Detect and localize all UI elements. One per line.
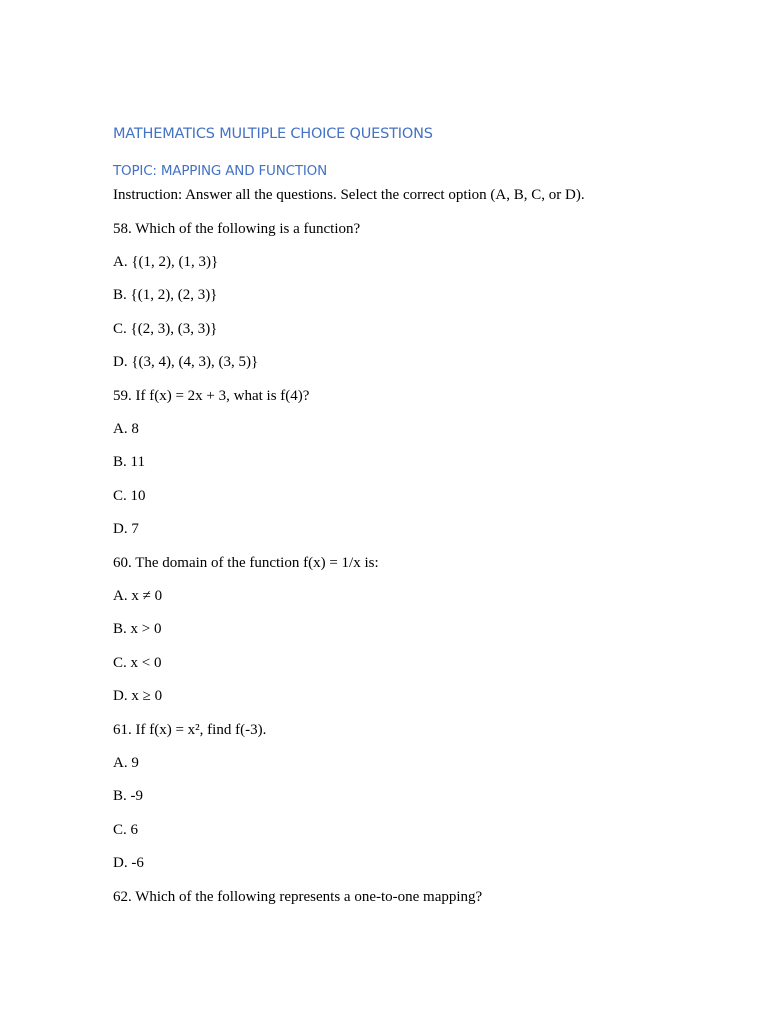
question-59-option-a: A. 8 xyxy=(113,421,139,437)
question-59-option-d: D. 7 xyxy=(113,521,139,537)
question-60-option-d: D. x ≥ 0 xyxy=(113,688,163,704)
topic-heading: TOPIC: MAPPING AND FUNCTION xyxy=(113,163,328,179)
instruction-text: Instruction: Answer all the questions. Select the correct option (A, B, C, or D). xyxy=(113,187,585,203)
document-title: MATHEMATICS MULTIPLE CHOICE QUESTIONS xyxy=(113,126,433,142)
question-61-option-a: A. 9 xyxy=(113,755,139,771)
question-59-option-c: C. 10 xyxy=(113,488,146,504)
question-61-option-b: B. -9 xyxy=(113,788,143,804)
question-58: 58. Which of the following is a function? xyxy=(113,221,361,237)
question-60: 60. The domain of the function f(x) = 1/x is: xyxy=(113,555,379,571)
question-58-option-d: D. {(3, 4), (4, 3), (3, 5)} xyxy=(113,354,259,370)
question-59-option-b: B. 11 xyxy=(113,454,145,470)
question-61: 61. If f(x) = x², find f(-3). xyxy=(113,722,267,738)
question-60-option-b: B. x > 0 xyxy=(113,621,162,637)
question-58-option-a: A. {(1, 2), (1, 3)} xyxy=(113,254,219,270)
question-61-option-d: D. -6 xyxy=(113,855,144,871)
question-58-option-b: B. {(1, 2), (2, 3)} xyxy=(113,287,218,303)
question-58-option-c: C. {(2, 3), (3, 3)} xyxy=(113,321,218,337)
question-62: 62. Which of the following represents a one-to-one mapping? xyxy=(113,889,483,905)
question-61-option-c: C. 6 xyxy=(113,822,139,838)
question-60-option-c: C. x < 0 xyxy=(113,655,162,671)
question-59: 59. If f(x) = 2x + 3, what is f(4)? xyxy=(113,388,310,404)
question-60-option-a: A. x ≠ 0 xyxy=(113,588,163,604)
